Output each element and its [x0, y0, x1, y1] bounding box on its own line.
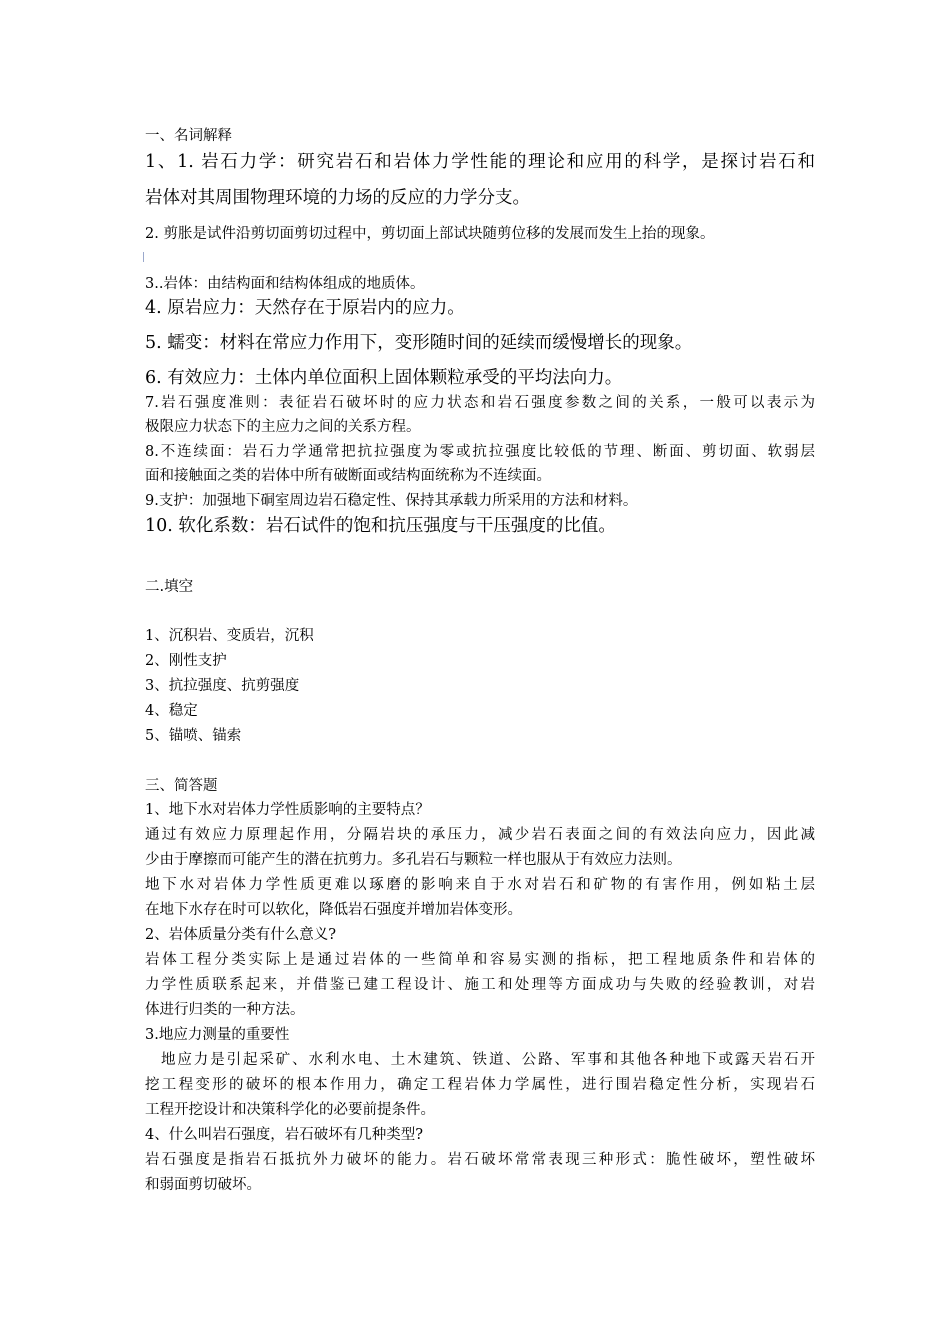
section-title-fill-in: 二.填空: [145, 579, 194, 595]
answer-2-line-3: 体进行归类的一种方法。: [145, 1002, 305, 1018]
answer-2-line-1: 岩体工程分类实际上是通过岩体的一些简单和容易实测的指标，把工程地质条件和岩体的: [145, 952, 815, 968]
question-3: 3.地应力测量的重要性: [145, 1027, 290, 1043]
fill-answer-2: 2、刚性支护: [145, 653, 227, 669]
answer-1-line-3: 地下水对岩体力学性质更难以琢磨的影响来自于水对岩石和矿物的有害作用，例如粘土层: [145, 877, 815, 893]
fill-answer-1: 1、沉积岩、变质岩，沉积: [145, 628, 314, 644]
answer-3-line-1: 地应力是引起采矿、水利水电、土木建筑、铁道、公路、军事和其他各种地下或露天岩石开: [161, 1052, 815, 1068]
question-2: 2、岩体质量分类有什么意义?: [145, 927, 336, 943]
section-title-short-answer: 三、简答题: [145, 778, 218, 794]
fill-answer-4: 4、稳定: [145, 703, 198, 719]
definition-3: 3..岩体：由结构面和结构体组成的地质体。: [145, 276, 425, 292]
answer-4-line-2: 和弱面剪切破坏。: [145, 1177, 261, 1193]
definition-1-line-1: 1、1. 岩石力学：研究岩石和岩体力学性能的理论和应用的科学，是探讨岩石和: [145, 152, 815, 172]
definition-10: 10. 软化系数：岩石试件的饱和抗压强度与干压强度的比值。: [145, 516, 616, 536]
answer-3-line-2: 挖工程变形的破坏的根本作用力，确定工程岩体力学属性，进行围岩稳定性分析，实现岩石: [145, 1077, 815, 1093]
definition-8-line-1: 8.不连续面：岩石力学通常把抗拉强度为零或抗拉强度比较低的节理、断面、剪切面、软弱层: [145, 444, 815, 460]
answer-1-line-2: 少由于摩擦而可能产生的潜在抗剪力。多孔岩石与颗粒一样也服从于有效应力法则。: [145, 852, 682, 868]
definition-8-line-2: 面和接触面之类的岩体中所有破断面或结构面统称为不连续面。: [145, 468, 551, 484]
definition-1-line-2: 岩体对其周围物理环境的力场的反应的力学分支。: [145, 188, 530, 208]
definition-7-line-1: 7.岩石强度准则：表征岩石破坏时的应力状态和岩石强度参数之间的关系，一般可以表示为: [145, 395, 815, 411]
definition-2: 2. 剪胀是试件沿剪切面剪切过程中，剪切面上部试块随剪位移的发展而发生上抬的现象。: [145, 226, 715, 242]
definition-5: 5. 蠕变：材料在常应力作用下，变形随时间的延续而缓慢增长的现象。: [145, 333, 693, 353]
cursor-mark: [143, 252, 146, 262]
definition-7-line-2: 极限应力状态下的主应力之间的关系方程。: [145, 419, 421, 435]
section-title-definitions: 一、名词解释: [145, 128, 232, 144]
question-1: 1、地下水对岩体力学性质影响的主要特点？: [145, 802, 430, 818]
fill-answer-3: 3、抗拉强度、抗剪强度: [145, 678, 300, 694]
answer-1-line-1: 通过有效应力原理起作用，分隔岩块的承压力，减少岩石表面之间的有效法向应力，因此减: [145, 827, 815, 843]
answer-4-line-1: 岩石强度是指岩石抵抗外力破坏的能力。岩石破坏常常表现三种形式：脆性破坏，塑性破坏: [145, 1152, 815, 1168]
fill-answer-5: 5、锚喷、锚索: [145, 728, 242, 744]
definition-6: 6. 有效应力：土体内单位面积上固体颗粒承受的平均法向力。: [145, 368, 623, 388]
definition-9: 9.支护：加强地下硐室周边岩石稳定性、保持其承载力所采用的方法和材料。: [145, 493, 638, 509]
answer-3-line-3: 工程开挖设计和决策科学化的必要前提条件。: [145, 1102, 435, 1118]
answer-2-line-2: 力学性质联系起来，并借鉴已建工程设计、施工和处理等方面成功与失败的经验教训，对岩: [145, 977, 815, 993]
question-4: 4、什么叫岩石强度，岩石破坏有几种类型?: [145, 1127, 423, 1143]
definition-4: 4. 原岩应力：天然存在于原岩内的应力。: [145, 298, 465, 318]
answer-1-line-4: 在地下水存在时可以软化，降低岩石强度并增加岩体变形。: [145, 902, 522, 918]
